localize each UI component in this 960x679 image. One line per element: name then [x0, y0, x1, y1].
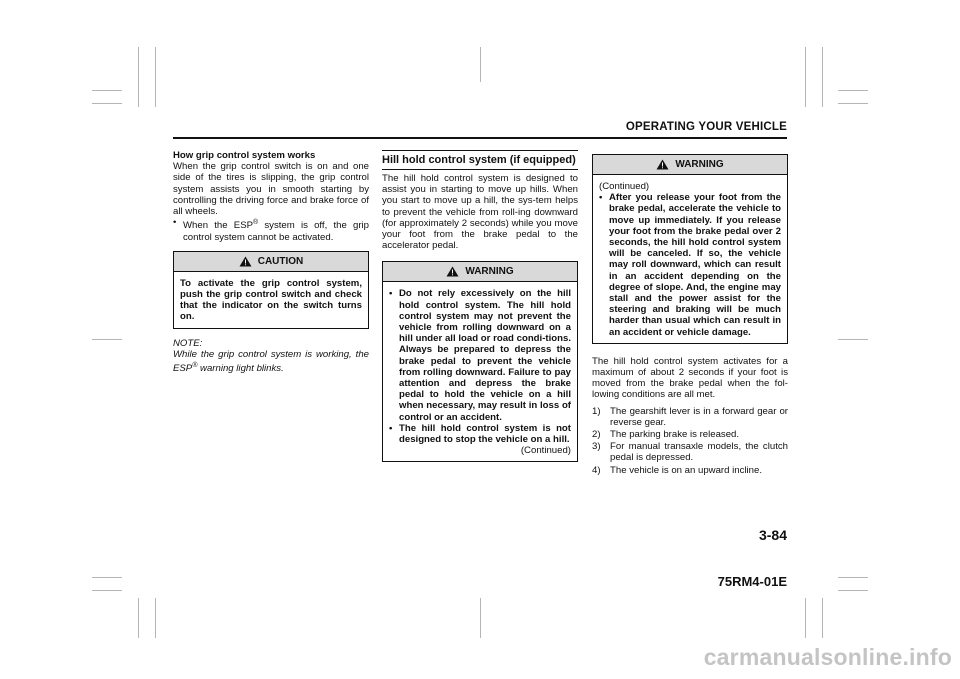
- crop-mark: [838, 577, 868, 578]
- warning-bullet: [599, 192, 781, 338]
- bullet-item: [173, 217, 369, 243]
- list-text: The gearshift lever is in a forward gear or reverse gear.: [610, 405, 788, 428]
- bullet-text: Do not rely excessively on the hill hold control system. The hill hold control system may not prevent the vehicle from rolling downward on a hill under all load or road condi-tions. Always be prepared to depress the brake pedal to prevent the vehicle from rolling downward. Failure to pay attention and depress the brake pedal to hold the vehicle on a hill when necessary, may result in loss of control or an accident.: [399, 288, 571, 423]
- list-number: 1): [592, 405, 601, 417]
- crop-mark: [92, 90, 122, 91]
- crop-mark: [92, 103, 122, 104]
- intro-paragraph: When the grip control switch is on and one side of the tires is slipping, the grip control system assists you in smooth starting by controlling the driving force and brake force of all wheels.: [173, 161, 369, 218]
- conditions-list: [592, 406, 788, 476]
- crop-mark: [138, 598, 139, 638]
- bullet-mark: •: [173, 217, 177, 229]
- list-text: The vehicle is on an upward incline.: [610, 464, 762, 476]
- warning-triangle-icon: [446, 266, 459, 277]
- crop-mark: [805, 598, 806, 638]
- warning-header: [593, 155, 787, 175]
- bullet-text: When the ESP® system is off, the grip control system cannot be activated.: [183, 219, 369, 243]
- list-item: [592, 429, 788, 440]
- crop-mark: [480, 598, 481, 638]
- caution-header: [174, 252, 368, 272]
- bullet-mark: •: [389, 288, 393, 300]
- bullet-mark: •: [599, 192, 603, 204]
- warning-body: [593, 175, 787, 343]
- warning-body: [383, 282, 577, 461]
- page-number: 3-84: [758, 527, 787, 543]
- warning-box: [592, 154, 788, 344]
- crop-mark: [838, 339, 868, 340]
- crop-mark: [480, 47, 481, 82]
- crop-mark: [138, 47, 139, 107]
- watermark: carmanualsonline.info: [703, 644, 952, 670]
- crop-mark: [838, 90, 868, 91]
- list-text: The parking brake is released.: [610, 429, 740, 441]
- warning-bullet: [389, 288, 571, 422]
- list-item: [592, 465, 788, 476]
- crop-mark: [838, 590, 868, 591]
- crop-mark: [805, 47, 806, 107]
- crop-mark: [155, 598, 156, 638]
- warning-header: [383, 262, 577, 282]
- list-text: For manual transaxle models, the clutch pedal is depressed.: [610, 441, 788, 464]
- caution-body: [174, 272, 368, 328]
- caution-box: [173, 251, 369, 329]
- header-rule: [173, 137, 787, 139]
- bullet-mark: •: [389, 422, 393, 434]
- intro-paragraph: The hill hold control system is designed to assist you in starting to move up hills. When you start to move up a hill, the sys-tem helps to prevent the vehicle from roll-ing downward (for approximately 2 seconds) while you move your foot from the brake pedal to the accelerator pedal.: [382, 173, 578, 252]
- document-code: 75RM4-01E: [717, 574, 787, 589]
- caution-title: CAUTION: [257, 255, 304, 267]
- warning-box: [382, 261, 578, 462]
- crop-mark: [92, 577, 122, 578]
- warning-title: WARNING: [465, 266, 514, 278]
- column-2: [382, 150, 578, 462]
- bullet-text: After you release your foot from the brake pedal, accelerate the vehicle to move up immediately. If you release your foot from the brake pedal over 2 seconds, the hill hold control system will be canceled. If so, the vehicle may roll downward, which can result in an accident depending on the degree of slope. And, the engine may stall and the power assist for the steering and braking will be much harder than usual which can result in an accident or vehicle damage.: [609, 192, 781, 338]
- list-item: [592, 441, 788, 463]
- warning-triangle-icon: [656, 159, 669, 170]
- crop-mark: [92, 590, 122, 591]
- list-number: 3): [592, 441, 601, 453]
- continued-label: (Continued): [520, 445, 571, 457]
- warning-bullet: [389, 423, 571, 445]
- crop-mark: [838, 103, 868, 104]
- continued-label: (Continued): [599, 181, 650, 192]
- section-header-title: OPERATING YOUR VEHICLE: [625, 121, 787, 133]
- column-3: [592, 154, 788, 476]
- caution-text: To activate the grip control system, push the grip control switch and check that the indicator on the switch turns on.: [180, 277, 362, 323]
- warning-title: WARNING: [675, 158, 724, 170]
- crop-mark: [822, 47, 823, 107]
- intro-paragraph: The hill hold control system activates for a maximum of about 2 seconds if your foot is moved from the brake pedal when the fol-lowing conditions are all met.: [592, 355, 788, 401]
- list-number: 4): [592, 464, 601, 476]
- section-title: Hill hold control system (if equipped): [382, 150, 578, 170]
- list-number: 2): [592, 429, 601, 441]
- list-item: [592, 406, 788, 428]
- bullet-text: The hill hold control system is not designed to stop the vehicle on a hill.: [399, 422, 571, 446]
- note-text: While the grip control system is working, the ESP® warning light blinks.: [173, 348, 369, 375]
- crop-mark: [822, 598, 823, 638]
- crop-mark: [155, 47, 156, 107]
- warning-triangle-icon: [239, 256, 252, 267]
- crop-mark: [92, 339, 122, 340]
- column-1: [173, 150, 369, 374]
- subheading: How grip control system works: [173, 150, 316, 161]
- note-label: NOTE:: [173, 337, 203, 349]
